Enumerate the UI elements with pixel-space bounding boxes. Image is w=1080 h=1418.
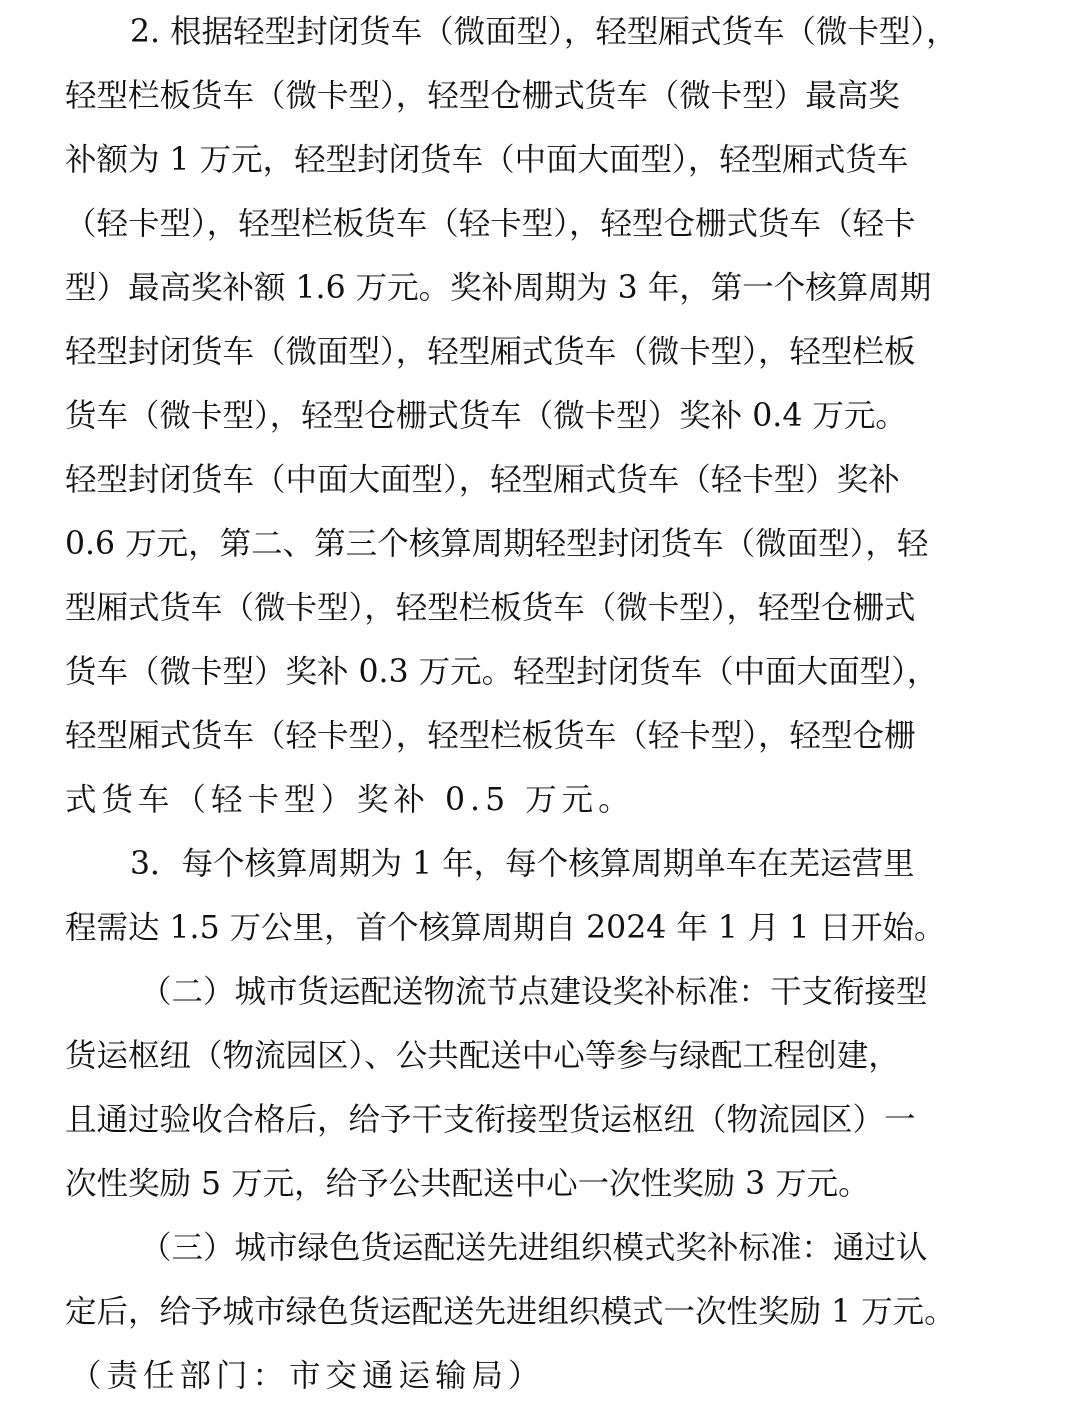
text-line: 定后，给予城市绿色货运配送先进组织模式一次性奖励 1 万元。 xyxy=(65,1294,956,1330)
text-line: 2. 根据轻型封闭货车（微面型），轻型厢式货车（微卡型）， xyxy=(130,14,958,50)
text-line: （三）城市绿色货运配送先进组织模式奖补标准：通过认 xyxy=(140,1230,928,1266)
text-line: 且通过验收合格后，给予干支衔接型货运枢纽（物流园区）一 xyxy=(65,1102,916,1138)
text-line: 型）最高奖补额 1.6 万元。奖补周期为 3 年，第一个核算周期 xyxy=(65,270,932,306)
text-line: 轻型封闭货车（微面型），轻型厢式货车（微卡型），轻型栏板 xyxy=(65,334,916,370)
text-line: （二）城市货运配送物流节点建设奖补标准：干支衔接型 xyxy=(140,974,928,1010)
text-line: 轻型厢式货车（轻卡型），轻型栏板货车（轻卡型），轻型仓栅 xyxy=(65,718,916,754)
text-line: 货车（微卡型），轻型仓栅式货车（微卡型）奖补 0.4 万元。 xyxy=(65,398,907,434)
text-line: 货运枢纽（物流园区）、公共配送中心等参与绿配工程创建， xyxy=(65,1038,900,1074)
text-line: 次性奖励 5 万元，给予公共配送中心一次性奖励 3 万元。 xyxy=(65,1166,870,1202)
text-line: 轻型封闭货车（中面大面型），轻型厢式货车（轻卡型）奖补 xyxy=(65,462,900,498)
text-line: （轻卡型），轻型栏板货车（轻卡型），轻型仓栅式货车（轻卡 xyxy=(65,206,916,242)
text-line: 0.6 万元，第二、第三个核算周期轻型封闭货车（微面型），轻 xyxy=(65,526,929,562)
text-line: 3．每个核算周期为 1 年，每个核算周期单车在芜运营里 xyxy=(130,846,915,882)
text-line: 轻型栏板货车（微卡型），轻型仓栅式货车（微卡型）最高奖 xyxy=(65,78,900,114)
text-line: 型厢式货车（微卡型），轻型栏板货车（微卡型），轻型仓栅式 xyxy=(65,590,916,626)
text-line: 补额为 1 万元，轻型封闭货车（中面大面型），轻型厢式货车 xyxy=(65,142,909,178)
responsible-department: （责任部门：市交通运输局） xyxy=(70,1358,545,1394)
text-line: 货车（微卡型）奖补 0.3 万元。轻型封闭货车（中面大面型）， xyxy=(65,654,939,690)
text-line: 程需达 1.5 万公里，首个核算周期自 2024 年 1 月 1 日开始。 xyxy=(65,910,946,946)
text-line: 式货车（轻卡型）奖补 0.5 万元。 xyxy=(65,782,635,818)
